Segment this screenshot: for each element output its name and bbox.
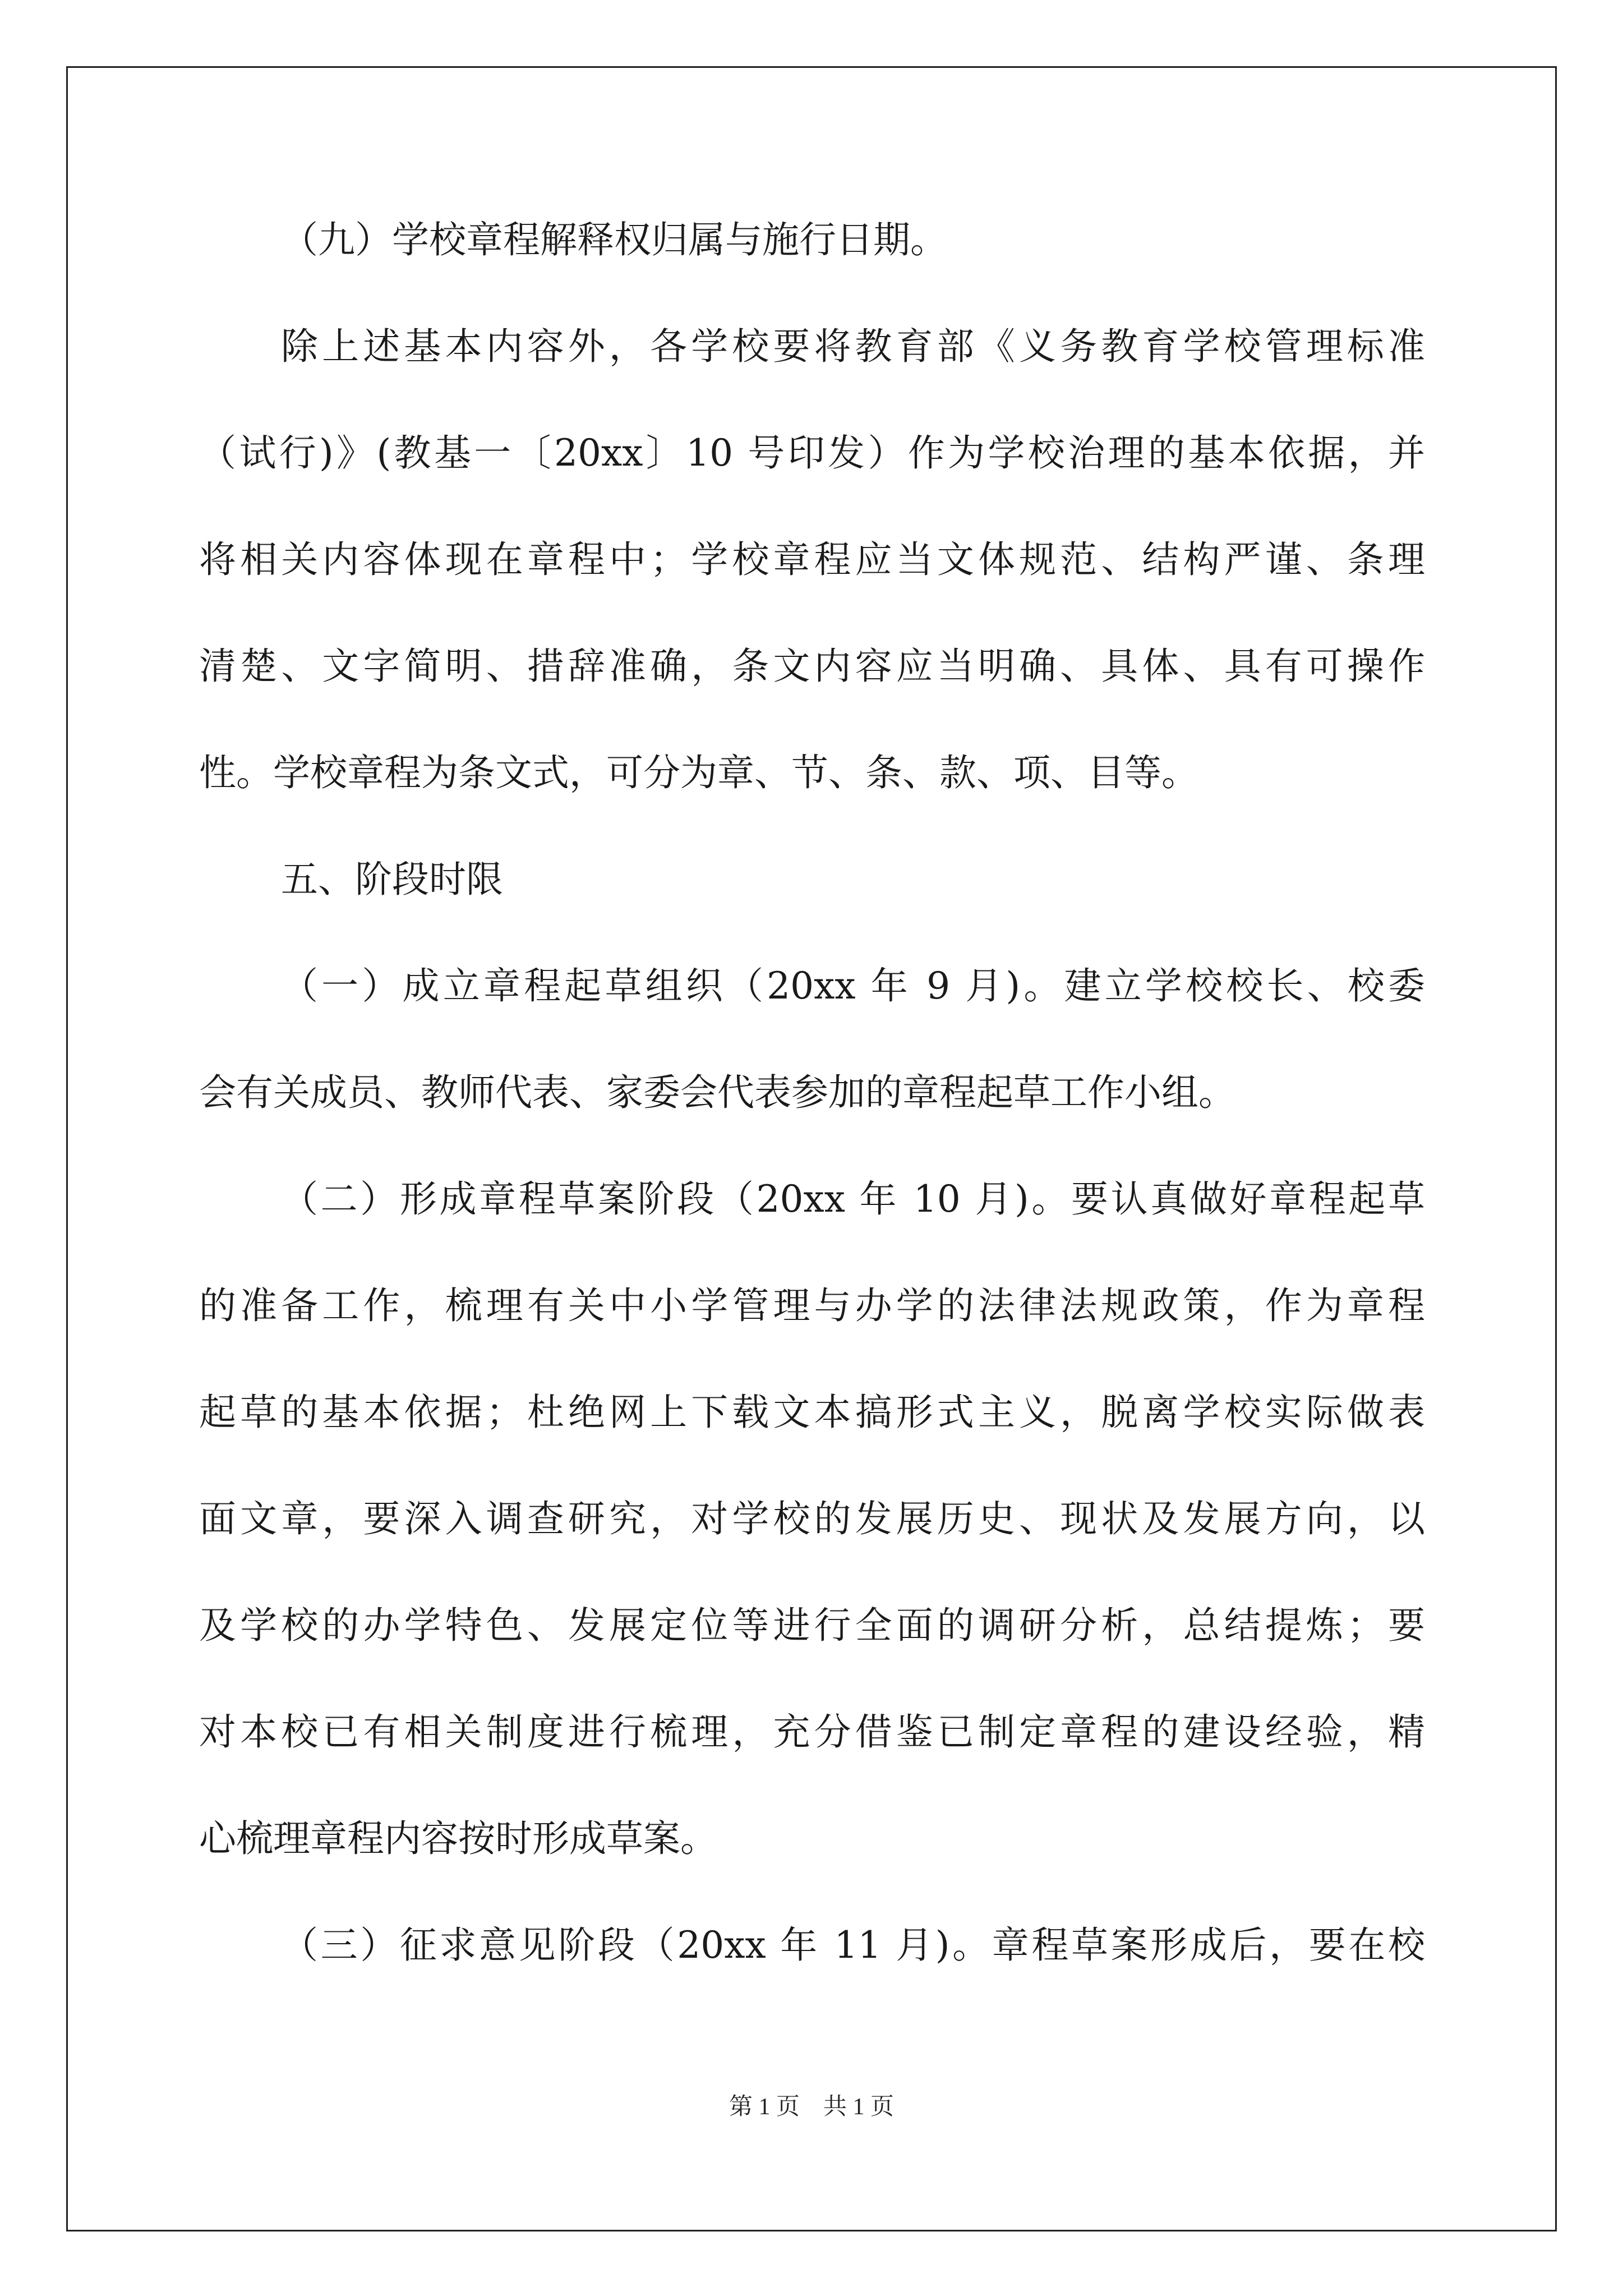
text-line: （一）成立章程起草组织（20xx 年 9 月)。建立学校校长、校委 bbox=[281, 964, 1425, 1007]
section-heading: 五、阶段时限 bbox=[281, 858, 503, 901]
text-line: 的准备工作，梳理有关中小学管理与办学的法律法规政策，作为章程 bbox=[199, 1284, 1425, 1327]
text-line: 起草的基本依据；杜绝网上下载文本搞形式主义，脱离学校实际做表 bbox=[199, 1391, 1425, 1434]
text-line: 会有关成员、教师代表、家委会代表参加的章程起草工作小组。 bbox=[199, 1071, 1235, 1114]
text-line: （二）形成章程草案阶段（20xx 年 10 月)。要认真做好章程起草 bbox=[281, 1177, 1425, 1221]
text-line: 清楚、文字简明、措辞准确，条文内容应当明确、具体、具有可操作 bbox=[199, 645, 1425, 688]
text-line: （试行)》(教基一〔20xx〕10 号印发）作为学校治理的基本依据，并 bbox=[199, 431, 1425, 475]
document-body bbox=[199, 209, 1425, 2021]
text-line: 面文章，要深入调查研究，对学校的发展历史、现状及发展方向，以 bbox=[199, 1497, 1425, 1540]
text-line: 将相关内容体现在章程中；学校章程应当文体规范、结构严谨、条理 bbox=[199, 538, 1425, 581]
text-line: 性。学校章程为条文式，可分为章、节、条、款、项、目等。 bbox=[199, 751, 1198, 794]
page-footer: 第 1 页 共 1 页 bbox=[728, 2094, 894, 2120]
text-line: 心梳理章程内容按时形成草案。 bbox=[199, 1817, 717, 1860]
text-line: 对本校已有相关制度进行梳理，充分借鉴已制定章程的建设经验，精 bbox=[199, 1710, 1425, 1754]
text-line: 及学校的办学特色、发展定位等进行全面的调研分析，总结提炼；要 bbox=[199, 1604, 1425, 1647]
text-line: 除上述基本内容外，各学校要将教育部《义务教育学校管理标准 bbox=[281, 325, 1425, 368]
text-line: （九）学校章程解释权归属与施行日期。 bbox=[281, 218, 947, 261]
text-line: （三）征求意见阶段（20xx 年 11 月)。章程草案形成后，要在校 bbox=[281, 1924, 1425, 1967]
